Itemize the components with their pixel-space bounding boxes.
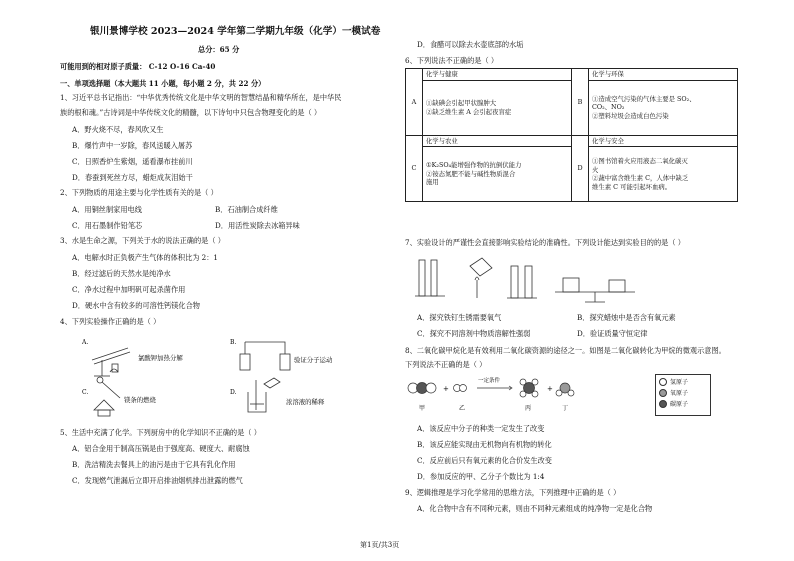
q3-stem: 3、水是生命之源，下列关于水的说法正确的是（ ） [60, 236, 225, 245]
q8-option-a: A．该反应中分子的种类一定发生了改变 [417, 424, 545, 433]
q1-stem-line1: 1、习近平总书记指出：“中华优秀传统文化是中华文明的智慧结晶和精华所在，是中华民 [60, 93, 342, 102]
q4-b-caption: 验证分子运动 [294, 356, 333, 364]
q2-stem: 2、下列物质的用途主要与化学性质有关的是（ ） [60, 188, 218, 197]
q5-option-b: B．洗洁精洗去餐具上的油污是由于它具有乳化作用 [72, 460, 236, 469]
total-score: 总分：65 分 [198, 45, 240, 54]
q4-a-caption: 氯酸钾加热分解 [138, 354, 183, 362]
q9-option-a: A．化合物中含有不同种元素，则由不同种元素组成的纯净物一定是化合物 [417, 504, 653, 513]
q6-b-head: 化学与环保 [588, 69, 737, 81]
svg-text:C.: C. [82, 389, 89, 396]
svg-text:A.: A. [82, 339, 89, 346]
q6-b3: ②塑料垃圾会造成白色污染 [591, 111, 669, 120]
q6-stem: 6、下列说法不正确的是（ ） [405, 56, 499, 65]
q6-d3: ②蔬中富含维生素 C，人体中缺乏 [591, 174, 689, 183]
q8-stem-line1: 8、二氧化碳甲烷化是有效利用二氧化碳资源的途径之一。如图是二氧化碳转化为甲烷的微观示意图。 [405, 346, 726, 355]
q9-stem: 9、逻辑推理是学习化学常用的思维方法，下列推理中正确的是（ ） [405, 488, 621, 497]
svg-text:+: + [443, 385, 449, 393]
solubility-tubes-icon [507, 266, 537, 298]
carbon-atom-icon [659, 400, 667, 408]
legend-oxygen [659, 388, 707, 397]
q6-label-d: D [572, 135, 589, 202]
q8-stem-line2: 下列说法不正确的是（ ） [405, 360, 487, 369]
q6-b1: ①造成空气污染的气体主要是 SO₂、 [591, 94, 696, 103]
legend-carbon-label: 碳原子 [670, 401, 689, 408]
q6-a-head: 化学与健康 [422, 69, 571, 81]
q1-option-a: A．野火烧不尽，春风吹又生 [72, 125, 164, 134]
q6-d-body [588, 147, 737, 202]
q6-a2: ②缺乏维生素 A 会引起夜盲症 [425, 107, 512, 116]
q6-d1: ①图书馆着火应用液态二氧化碳灭 [591, 157, 688, 165]
q8-option-c: C．反应前后只有氧元素的化合价发生改变 [417, 456, 552, 465]
q8-option-d: D．参加反应的甲、乙分子个数比为 1:4 [417, 472, 545, 481]
q6-d-head: 化学与安全 [588, 135, 737, 147]
balance-icon [555, 278, 635, 302]
q4-figures [80, 330, 390, 422]
q3-option-b: B．经过滤后的天然水是纯净水 [72, 269, 171, 278]
q2-option-b: B．石油制合成纤维 [215, 205, 278, 214]
q6-label-b: B [572, 69, 589, 136]
magnesium-burning-icon [94, 377, 120, 416]
legend-carbon [659, 399, 707, 408]
legend-oxygen-label: 氧原子 [670, 390, 689, 397]
rusting-tubes-icon [415, 260, 445, 296]
q6-d4: 维生素 C 可能引起坏血病。 [591, 182, 672, 191]
q5-option-c: C．发现燃气泄漏后立即开启排油烟机排出泄露的燃气 [72, 476, 243, 485]
q7-stem: 7、实验设计的严谨性会直接影响实验结论的准确性。下列设计能达到实验目的的是（ ） [405, 238, 685, 247]
dilution-beaker-icon [248, 378, 280, 412]
q7-option-c: C．探究不同溶剂中物质溶解性强弱 [417, 329, 531, 338]
svg-text:D.: D. [230, 389, 237, 396]
h2-molecule-icon [454, 385, 467, 392]
q2-option-a: A．用铜丝制家用电线 [72, 205, 142, 214]
test-tube-heating-icon [92, 348, 130, 376]
svg-text:+: + [547, 385, 553, 393]
q6-a1: ①缺碘会引起甲状腺肿大 [425, 99, 497, 107]
q8-legend [655, 374, 711, 416]
q2-option-c: C．用石墨制作铅笔芯 [72, 221, 143, 230]
co2-molecule-icon [408, 383, 436, 394]
q5-option-a: A．铝合金用于制高压锅是由于强度高、硬度大、耐腐蚀 [72, 444, 250, 453]
q6-label-c: C [406, 135, 423, 202]
q1-option-c: C．日照香炉生紫烟，遥看瀑布挂前川 [72, 157, 193, 166]
label-ding: 丁 [562, 405, 569, 412]
ch4-molecule-icon [520, 379, 538, 397]
candle-beaker-icon [470, 258, 492, 298]
molecule-diffusion-icon [240, 342, 290, 370]
reaction-condition: 一定条件 [478, 378, 501, 384]
label-jia: 甲 [419, 405, 426, 412]
section-heading: 一、单项选择题（本大题共 11 小题，每小题 2 分，共 22 分） [60, 79, 266, 88]
q6-b-body [588, 80, 737, 135]
q4-d-caption: 浓溶液的稀释 [286, 398, 325, 406]
page-footer: 第1页/共3页 [360, 541, 400, 549]
q5-option-d: D．食醋可以除去水壶底部的水垢 [417, 40, 524, 49]
q6-a-body [422, 80, 571, 135]
q8-reaction-diagram [405, 372, 625, 416]
q4-c-caption: 镁条的燃烧 [124, 396, 156, 404]
q1-option-d: D．春蚕到死丝方尽，蜡炬成灰泪始干 [72, 173, 193, 182]
exam-title: 银川景博学校 2023—2024 学年第二学期九年级（化学）一模试卷 [90, 26, 381, 37]
atomic-masses: 可能用到的相对原子质量： C-12 O-16 Ca-40 [60, 62, 216, 71]
q6-table [405, 68, 738, 202]
q1-option-b: B．爆竹声中一岁除，春风送暖入屠苏 [72, 141, 193, 150]
q6-c-head: 化学与农业 [422, 135, 571, 147]
q6-c2: ②铵态氮肥不能与碱性物质混合 [425, 169, 516, 178]
q6-b2: CO₂、NO₂ [591, 103, 625, 112]
q6-label-a: A [406, 69, 423, 136]
q7-option-d: D．验证质量守恒定律 [577, 329, 648, 338]
q6-c1: ①K₂SO₄能增强作物的抗倒伏能力 [425, 161, 522, 170]
q7-option-b: B．探究蜡烛中是否含有氧元素 [577, 313, 676, 322]
q3-option-c: C．净水过程中加明矾可起杀菌作用 [72, 285, 186, 294]
q4-stem: 4、下列实验操作正确的是（ ） [60, 317, 161, 326]
q6-c-body [422, 147, 571, 202]
q3-option-a: A．电解水时正负极产生气体的体积比为 2：1 [72, 253, 218, 262]
legend-hydrogen-label: 氢原子 [670, 379, 689, 386]
label-bing: 丙 [525, 405, 532, 412]
q2-option-d: D．用活性炭除去冰箱异味 [215, 221, 300, 230]
svg-text:B.: B. [230, 339, 237, 346]
q7-option-a: A．探究铁钉生锈需要氧气 [417, 313, 502, 322]
hydrogen-atom-icon [659, 378, 667, 386]
q5-stem: 5、生活中充满了化学。下列厨房中的化学知识不正确的是（ ） [60, 428, 261, 437]
q6-c3: 施用 [425, 178, 439, 187]
q3-option-d: D．硬水中含有较多的可溶性钙镁化合物 [72, 301, 200, 310]
oxygen-atom-icon [659, 389, 667, 397]
q6-d2: 火 [591, 165, 599, 174]
q7-apparatus-figure [415, 252, 735, 310]
q1-stem-line2: 族的根和魂。”古诗词是中华传统文化的精髓，以下诗句中只包含物理变化的是（ ） [60, 108, 322, 117]
q8-option-b: B．该反应能实现由无机物向有机物的转化 [417, 440, 552, 449]
h2o-molecule-icon [556, 383, 574, 396]
label-yi: 乙 [459, 405, 466, 412]
legend-hydrogen [659, 377, 707, 386]
